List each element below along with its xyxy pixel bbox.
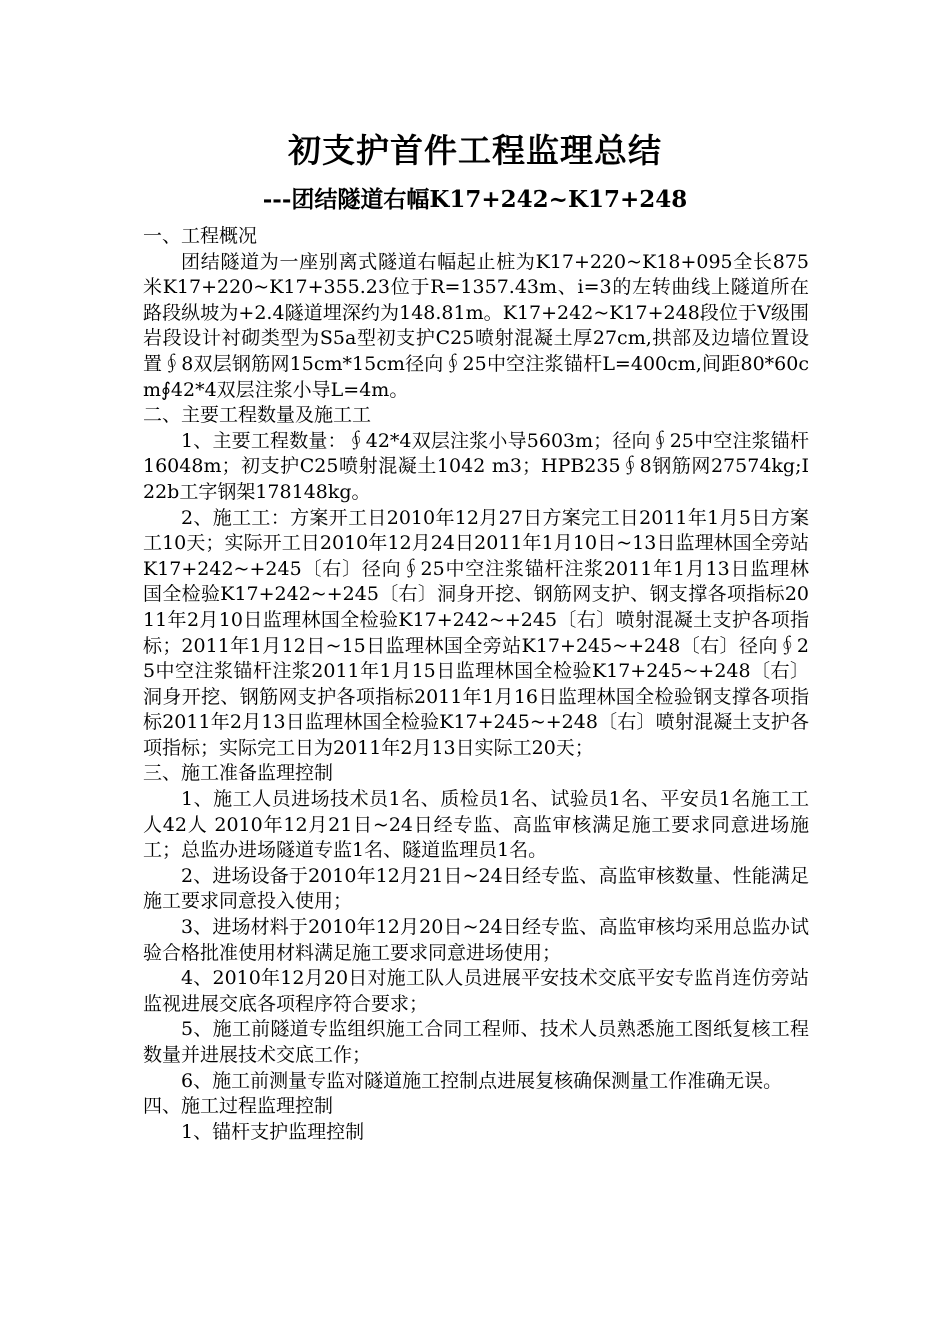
body-paragraph: 1、施工人员进场技术员1名、质检员1名、试验员1名、平安员1名施工工人42人 2010年12月21日~24日经专监、高监审核满足施工要求同意进场施工；总监办进场隧道专监1名、隧道监理员1名。 [143,788,809,862]
body-paragraph: 团结隧道为一座别离式隧道右幅起止桩为K17+220~K18+095全长875米K17+220~K17+355.23位于R=1357.43m、i=3的左转曲线上隧道所在路段纵坡为+2.4隧道埋深约为148.81m。K17+242~K17+248段位于Ⅴ级围岩段设计衬砌类型为S5a型初支护C25喷射混凝土厚27cm,拱部及边墙位置设置∮8双层钢筋网15cm*15cm径向∮25中空注浆锚杆L=400cm,间距80*60cm∮42*4双层注浆小导L=4m。 [143,250,809,401]
document-body [143,224,809,1145]
section-heading: 四、施工过程监理控制 [143,1095,334,1118]
body-paragraph: 5、施工前隧道专监组织施工合同工程师、技术人员熟悉施工图纸复核工程数量并进展技术交底工作； [143,1018,809,1066]
section-heading: 三、施工准备监理控制 [143,762,334,785]
body-paragraph: 2、施工工：方案开工日2010年12月27日方案完工日2011年1月5日方案工10天；实际开工日2010年12月24日2011年1月10日~13日监理林国全旁站K17+242~+245〔右〕径向∮25中空注浆锚杆注浆2011年1月13日监理林国全检验K17+242~+245〔右〕洞身开挖、钢筋网支护、钢支撑各项指标2011年2月10日监理林国全检验K17+242~+245〔右〕喷射混凝土支护各项指标；2011年1月12日~15日监理林国全旁站K17+245~+248〔右〕径向∮25中空注浆锚杆注浆2011年1月15日监理林国全检验K17+245~+248〔右〕洞身开挖、钢筋网支护各项指标2011年1月16日监理林国全检验钢支撑各项指标2011年2月13日监理林国全检验K17+245~+248〔右〕喷射混凝土支护各项指标；实际完工日为2011年2月13日实际工20天； [143,506,809,759]
body-paragraph: 1、锚杆支护监理控制 [181,1120,365,1143]
section-heading: 一、工程概况 [143,225,258,247]
section-heading: 二、主要工程数量及施工工 [143,404,372,427]
body-paragraph: 3、进场材料于2010年12月20日~24日经专监、高监审核均采用总监办试验合格批准使用材料满足施工要求同意进场使用； [143,916,809,964]
body-paragraph: 6、施工前测量专监对隧道施工控制点进展复核确保测量工作准确无误。 [181,1069,783,1092]
body-paragraph: 2、进场设备于2010年12月21日~24日经专监、高监审核数量、性能满足施工要求同意投入使用； [143,864,809,913]
document-subtitle: ---团结隧道右幅K17+242~K17+248 [262,186,688,213]
document-title: 初支护首件工程监理总结 [288,131,662,170]
body-paragraph: 1、主要工程数量：∮42*4双层注浆小导5603m；径向∮25中空注浆锚杆16048m；初支护C25喷射混凝土1042 m3；HPB235∮8钢筋网27574kg;I22b工字钢架178148kg。 [143,429,809,503]
body-paragraph: 4、2010年12月20日对施工队人员进展平安技术交底平安专监肖连仿旁站监视进展交底各项程序符合要求； [143,967,809,1015]
